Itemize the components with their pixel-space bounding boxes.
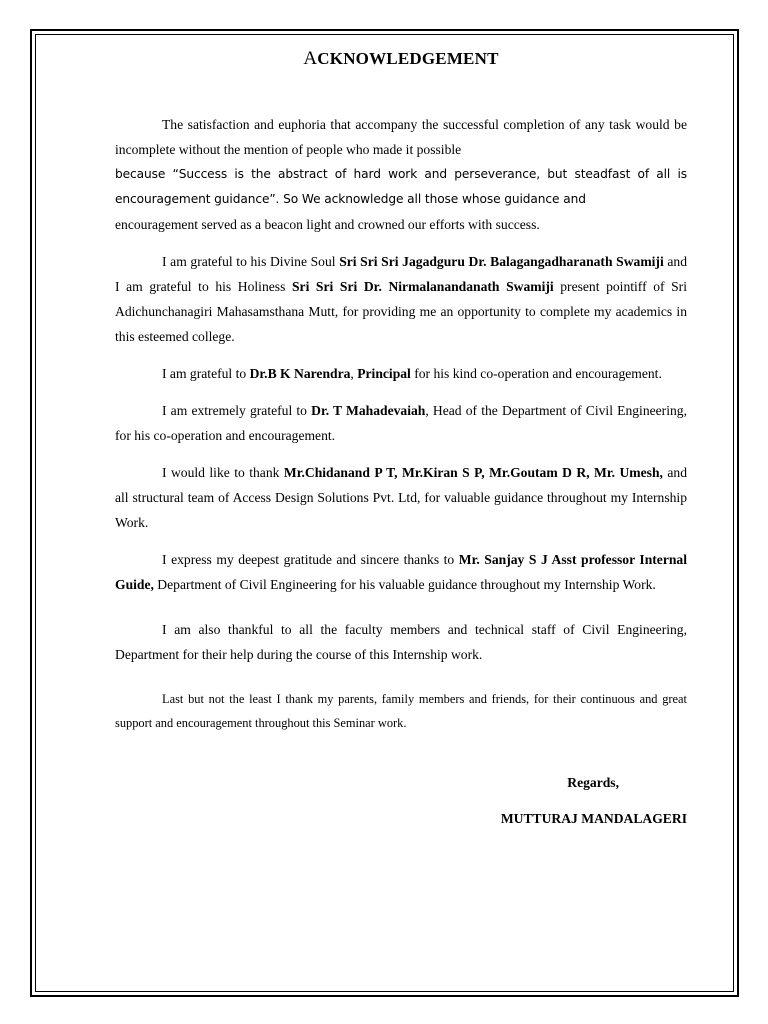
signatory-name: MUTTURAJ MANDALAGERI — [500, 811, 687, 826]
paragraph-text: present pointiff of Sri Adichunchanagiri Mahasamsthana Mutt, for providing me an opportunity to complete my academics in this esteemed college. — [115, 279, 687, 344]
paragraph-text: and all structural team of Access Design Solutions Pvt. Ltd, for valuable guidance throughout my Internship Work. — [115, 465, 687, 530]
paragraph-text: and I am grateful to his Holiness — [115, 254, 687, 294]
paragraph-faculty — [115, 617, 687, 667]
title-first-letter: A — [303, 48, 318, 69]
paragraph-text: , — [350, 366, 358, 381]
paragraph-text: Department of Civil Engineering for his valuable guidance throughout my Internship Work. — [153, 577, 656, 592]
bold-name: Mr. Sanjay S J Asst professor Internal Guide, — [115, 552, 687, 592]
paragraph-swamiji — [115, 249, 687, 349]
page-title — [115, 48, 687, 70]
paragraph-structural-team — [115, 460, 687, 535]
paragraph-text: I am also thankful to all the faculty members and technical staff of Civil Engineering, Department for their help during the course of this Internship work. — [115, 622, 687, 662]
paragraph-text: Last but not the least I thank my parents, family members and friends, for their continuous and great support and encouragement throughout this Seminar work. — [115, 692, 687, 730]
paragraph-hod — [115, 398, 687, 448]
bold-name: Principal — [357, 366, 411, 381]
closing-regards: Regards, — [567, 775, 619, 790]
bold-name: Sri Sri Sri Dr. Nirmalanandanath Swamiji — [291, 279, 554, 294]
paragraph-text: I would like to thank — [162, 465, 284, 480]
paragraph-text: I express my deepest gratitude and sincere thanks to — [162, 552, 459, 567]
paragraph-text: I am grateful to his Divine Soul — [162, 254, 340, 269]
paragraph-success-quote — [115, 162, 687, 212]
paragraph-text: encouragement served as a beacon light and crowned our efforts with success. — [115, 217, 540, 232]
bold-name: Sri Sri Sri Jagadguru Dr. Balagangadharanath Swamiji — [339, 254, 664, 269]
paragraph-satisfaction — [115, 112, 687, 162]
paragraph-text: , Head of the Department of Civil Engineering, for his co-operation and encouragement. — [115, 403, 687, 443]
paragraph-text: for his kind co-operation and encouragement. — [410, 366, 662, 381]
document-page — [115, 48, 687, 827]
paragraph-text: because “Success is the abstract of hard work and perseverance, but steadfast of all is encouragement guidance”. So We acknowledge all those whose guidance and — [115, 167, 687, 206]
paragraph-family — [115, 687, 687, 735]
paragraph-principal — [115, 361, 687, 386]
paragraph-internal-guide — [115, 547, 687, 597]
paragraph-text: The satisfaction and euphoria that accompany the successful completion of any task would be incomplete without the mention of people who made it possible — [115, 117, 687, 157]
bold-name: Dr. T Mahadevaiah — [311, 403, 426, 418]
bold-name: Mr.Chidanand P T, Mr.Kiran S P, Mr.Goutam D R, Mr. Umesh, — [283, 465, 663, 480]
paragraph-text: I am extremely grateful to — [162, 403, 312, 418]
paragraph-text: I am grateful to — [162, 366, 250, 381]
bold-name: Dr.B K Narendra — [249, 366, 351, 381]
paragraph-encouragement — [115, 212, 687, 237]
title-rest: CKNOWLEDGEMENT — [317, 49, 499, 68]
